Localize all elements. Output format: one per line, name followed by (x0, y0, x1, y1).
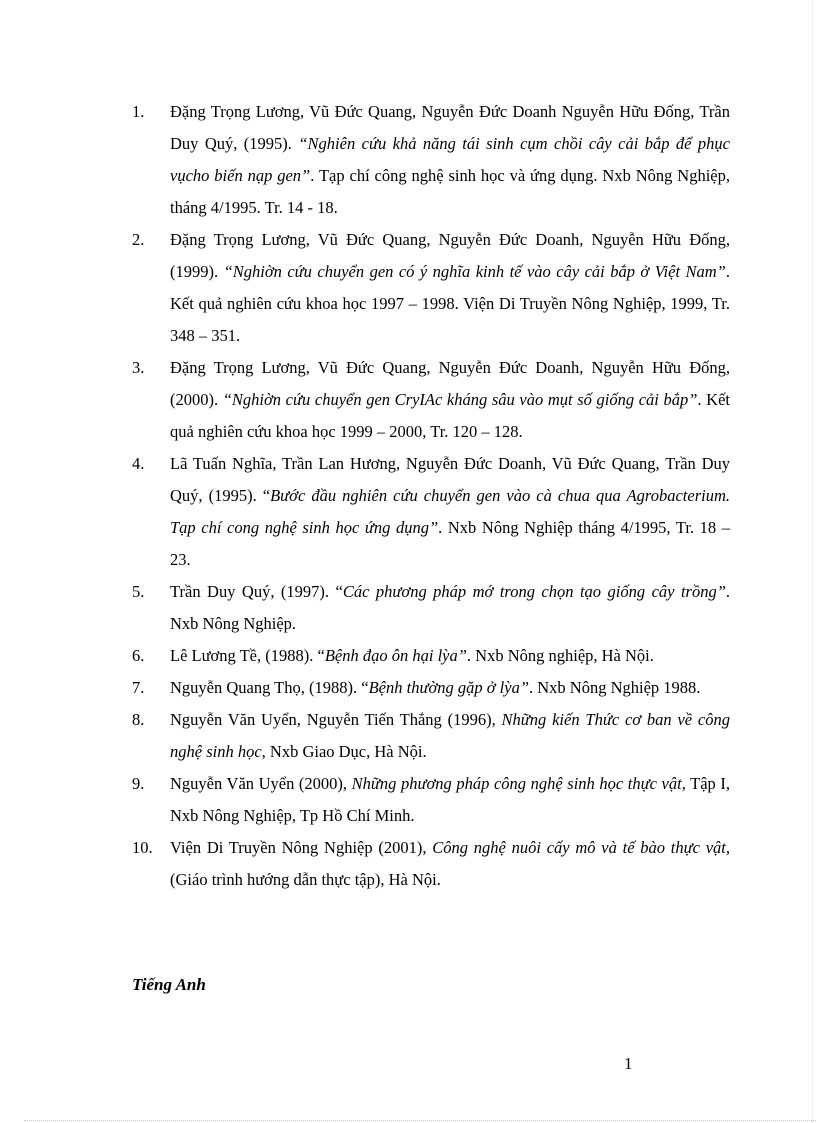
reference-source: . Nxb Nông Nghiệp. (170, 582, 730, 633)
reference-number: 8. (132, 710, 145, 729)
reference-source: Tập I, Nxb Nông Nghiệp, Tp Hồ Chí Minh. (170, 774, 730, 825)
reference-text (170, 704, 730, 768)
reference-source: . Nxb Nông Nghiệp 1988. (529, 678, 701, 697)
reference-title: Những phương pháp công nghệ sinh học thực vật, (351, 774, 686, 793)
reference-item-8 (132, 704, 730, 768)
reference-authors: Đặng Trọng Lương, Vũ Đức Quang, Nguyễn Đức Doanh, Nguyễn Hữu Đống, (1999). (170, 230, 730, 281)
reference-title: “Nghiờn cứu chuyển gen CryIAc kháng sâu vào mụt số giống cải bắp” (222, 390, 698, 409)
reference-number: 6. (132, 646, 145, 665)
reference-number: 7. (132, 678, 145, 697)
reference-item-3 (132, 352, 730, 448)
reference-number: 2. (132, 230, 145, 249)
reference-number: 3. (132, 358, 145, 377)
reference-text (170, 352, 730, 448)
reference-authors: Lê Lương Tề, (1988). “ (170, 646, 325, 665)
reference-authors: Nguyễn Quang Thọ, (1988). “ (170, 678, 369, 697)
reference-source: . Tạp chí công nghệ sinh học và ứng dụng. Nxb Nông Nghiệp, tháng 4/1995. Tr. 14 - 18. (170, 166, 730, 217)
reference-item-5 (132, 576, 730, 640)
reference-title: Bệnh đạo ôn hại lỳa” (324, 646, 467, 665)
page-bottom-divider (24, 1120, 816, 1121)
reference-authors: Nguyễn Văn Uyển, Nguyễn Tiến Thắng (1996), (170, 710, 502, 729)
reference-source: . Kết quả nghiên cứu khoa học 1997 – 1998. Viện Di Truyền Nông Nghiệp, 1999, Tr. 348 – 351. (170, 262, 730, 345)
reference-item-6 (132, 640, 730, 672)
reference-authors: Đặng Trọng Lương, Vũ Đức Quang, Nguyễn Đức Doanh Nguyễn Hữu Đống, Trần Duy Quý, (1995). (170, 102, 730, 153)
reference-item-4 (132, 448, 730, 576)
reference-title: Bệnh thường gặp ở lỳa” (368, 678, 530, 697)
reference-number: 5. (132, 582, 145, 601)
reference-source: . Nxb Nông Nghiệp tháng 4/1995, Tr. 18 – 23. (170, 518, 730, 569)
reference-title: “Nghiên cứu khả năng tái sinh cụm chồi cây cải bắp để phục vụcho biến nạp gen” (170, 134, 730, 185)
reference-source: (Giáo trình hướng dẫn thực tập), Hà Nội. (170, 870, 441, 889)
reference-text (170, 832, 730, 896)
page-number: 1 (624, 1054, 633, 1073)
reference-source: . Kết quả nghiên cứu khoa học 1999 – 2000, Tr. 120 – 128. (170, 390, 730, 441)
page-right-divider (812, 0, 813, 1123)
reference-source: . Nxb Nông nghiệp, Hà Nội. (466, 646, 654, 665)
reference-authors: Nguyễn Văn Uyển (2000), (170, 774, 352, 793)
reference-list (132, 96, 730, 896)
reference-number: 9. (132, 774, 145, 793)
reference-text (170, 672, 730, 704)
reference-item-2 (132, 224, 730, 352)
reference-authors: Trần Duy Quý, (1997). “ (170, 582, 343, 601)
reference-item-7 (132, 672, 730, 704)
reference-text (170, 640, 730, 672)
reference-title: Các phương pháp mớ trong chọn tạo giống cây trồng” (342, 582, 726, 601)
section-heading: Tiếng Anh (132, 975, 206, 994)
reference-number: 4. (132, 454, 145, 473)
reference-text (170, 768, 730, 832)
reference-number: 1. (132, 102, 145, 121)
reference-text (170, 576, 730, 640)
reference-authors: Viện Di Truyền Nông Nghiệp (2001), (170, 838, 433, 857)
reference-title: Những kiến Thức cơ ban về công nghệ sinh học, (170, 710, 730, 761)
reference-title: “Nghiờn cứu chuyển gen có ý nghĩa kinh tế vào cây cải bắp ở Việt Nam” (223, 262, 726, 281)
reference-text (170, 96, 730, 224)
reference-text (170, 448, 730, 576)
reference-text (170, 224, 730, 352)
reference-title: Công nghệ nuôi cấy mô và tế bào thực vật, (432, 838, 730, 857)
reference-source: Nxb Giao Dục, Hà Nội. (265, 742, 427, 761)
reference-title: Bước đầu nghiên cứu chuyển gen vào cà chua qua Agrobacterium. Tạp chí cong nghệ sinh học ứng dụng” (170, 486, 730, 537)
reference-item-9 (132, 768, 730, 832)
reference-authors: Đặng Trọng Lương, Vũ Đức Quang, Nguyễn Đức Doanh, Nguyễn Hữu Đống, (2000). (170, 358, 730, 409)
reference-item-10 (132, 832, 730, 896)
reference-number: 10. (132, 838, 153, 857)
reference-item-1 (132, 96, 730, 224)
reference-authors: Lã Tuấn Nghĩa, Trần Lan Hương, Nguyễn Đức Doanh, Vũ Đức Quang, Trần Duy Quý, (1995). “ (170, 454, 730, 505)
